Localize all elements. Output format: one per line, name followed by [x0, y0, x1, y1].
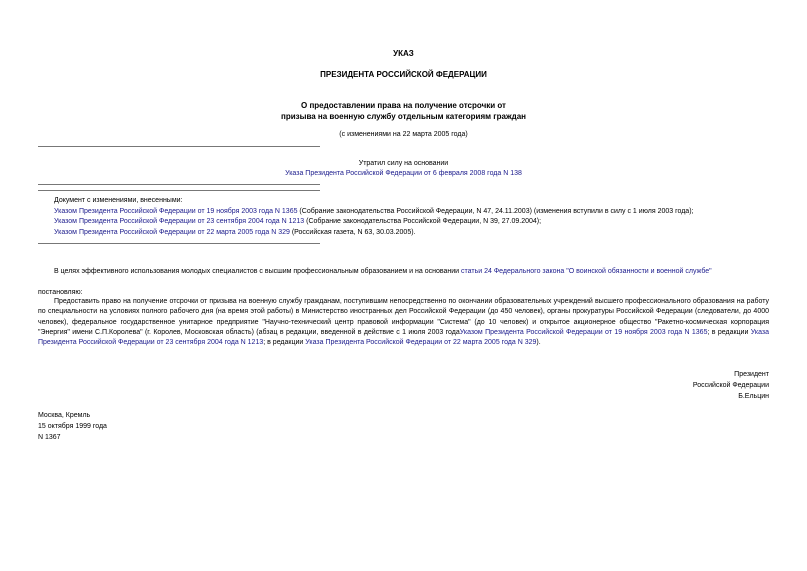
amendment-source: (Собрание законодательства Российской Федерации, N 39, 27.09.2004);	[304, 218, 542, 225]
amendment-item	[54, 207, 693, 217]
signature-title: Президент	[734, 371, 769, 378]
title-line-2: призыва на военную службу отдельным категориям граждан	[281, 112, 526, 121]
preamble-text: В целях эффективного использования молодых специалистов с высшим профессиональным образованием и на основании	[54, 268, 462, 275]
heading-ukaz: УКАЗ	[393, 49, 414, 58]
preamble	[54, 267, 712, 277]
amendment-link[interactable]: Указом Президента Российской Федерации от 22 марта 2005 года N 329	[54, 229, 290, 236]
amendment-source: (Собрание законодательства Российской Федерации, N 47, 24.11.2003) (изменения вступили в силу с 1 июля 2003 года);	[297, 208, 694, 215]
signature-country: Российской Федерации	[692, 382, 769, 389]
federal-law-link[interactable]: статьи 24 Федерального закона "О воинской обязанности и военной службе"	[461, 268, 712, 275]
signature-block	[693, 370, 769, 402]
signing-place: Москва, Кремль	[38, 412, 91, 419]
heading-president: ПРЕЗИДЕНТА РОССИЙСКОЙ ФЕДЕРАЦИИ	[320, 70, 487, 79]
status-text: Утратил силу на основании	[358, 160, 449, 167]
decree-body	[38, 297, 769, 348]
amendment-link[interactable]: Указом Президента Российской Федерации от 19 ноября 2003 года N 1365	[459, 328, 708, 336]
body-text: ; в редакции	[707, 328, 751, 336]
separator-rule	[38, 190, 320, 191]
footer-block	[38, 411, 107, 443]
amendment-link[interactable]: Указа Президента Российской Федерации от 22 марта 2005 года N 329	[305, 339, 537, 347]
decree-number: N 1367	[38, 434, 61, 441]
amendment-link[interactable]: Указа Президента Российской Федерации от 23 сентября 2004 года N 1213	[38, 328, 770, 347]
amended-date: (с изменениями на 22 марта 2005 года)	[339, 131, 468, 138]
amendment-item	[54, 217, 541, 227]
separator-rule	[38, 243, 320, 244]
separator-rule	[38, 184, 320, 185]
body-text: Предоставить право на получение отсрочки от призыва на военную службу гражданам, поступившим непосредственно по окончании образовательных учреждений высшего профессионального образования на работу по специальности на условиях полного рабочего дня (на время этой работы) в Министерство иностранных дел Российской Федерации (до 450 человек), органы прокуратуры Российской Федерации (следователи, до 4000 человек), федеральное государственное унитарное предприятие "Научно-технический центр правовой информации "Система" (до 10 человек) и открытое акционерное общество "Ракетно-космическая корпорация "Энергия" имени С.П.Королева" (г. Королев, Московская область) (абзац в редакции, введенной в действие с 1 июля 2003 года	[38, 298, 769, 336]
amendment-source: (Российская газета, N 63, 30.03.2005).	[289, 229, 416, 236]
repeal-decree-link[interactable]: Указа Президента Российской Федерации от 6 февраля 2008 года N 138	[285, 170, 522, 177]
separator-rule	[38, 146, 320, 147]
amendment-item	[54, 228, 416, 238]
amendment-link[interactable]: Указом Президента Российской Федерации от 19 ноября 2003 года N 1365	[54, 208, 298, 215]
title-line-1: О предоставлении права на получение отсрочки от	[301, 101, 506, 110]
amendment-link[interactable]: Указом Президента Российской Федерации от 23 сентября 2004 года N 1213	[54, 218, 305, 225]
body-text: ).	[536, 339, 541, 347]
body-text: ; в редакции	[263, 339, 306, 347]
amendments-intro: Документ с изменениями, внесенными:	[54, 197, 183, 204]
decree-word: постановляю:	[38, 289, 83, 296]
signature-name: Б.Ельцин	[738, 393, 769, 400]
signing-date: 15 октября 1999 года	[38, 423, 107, 430]
